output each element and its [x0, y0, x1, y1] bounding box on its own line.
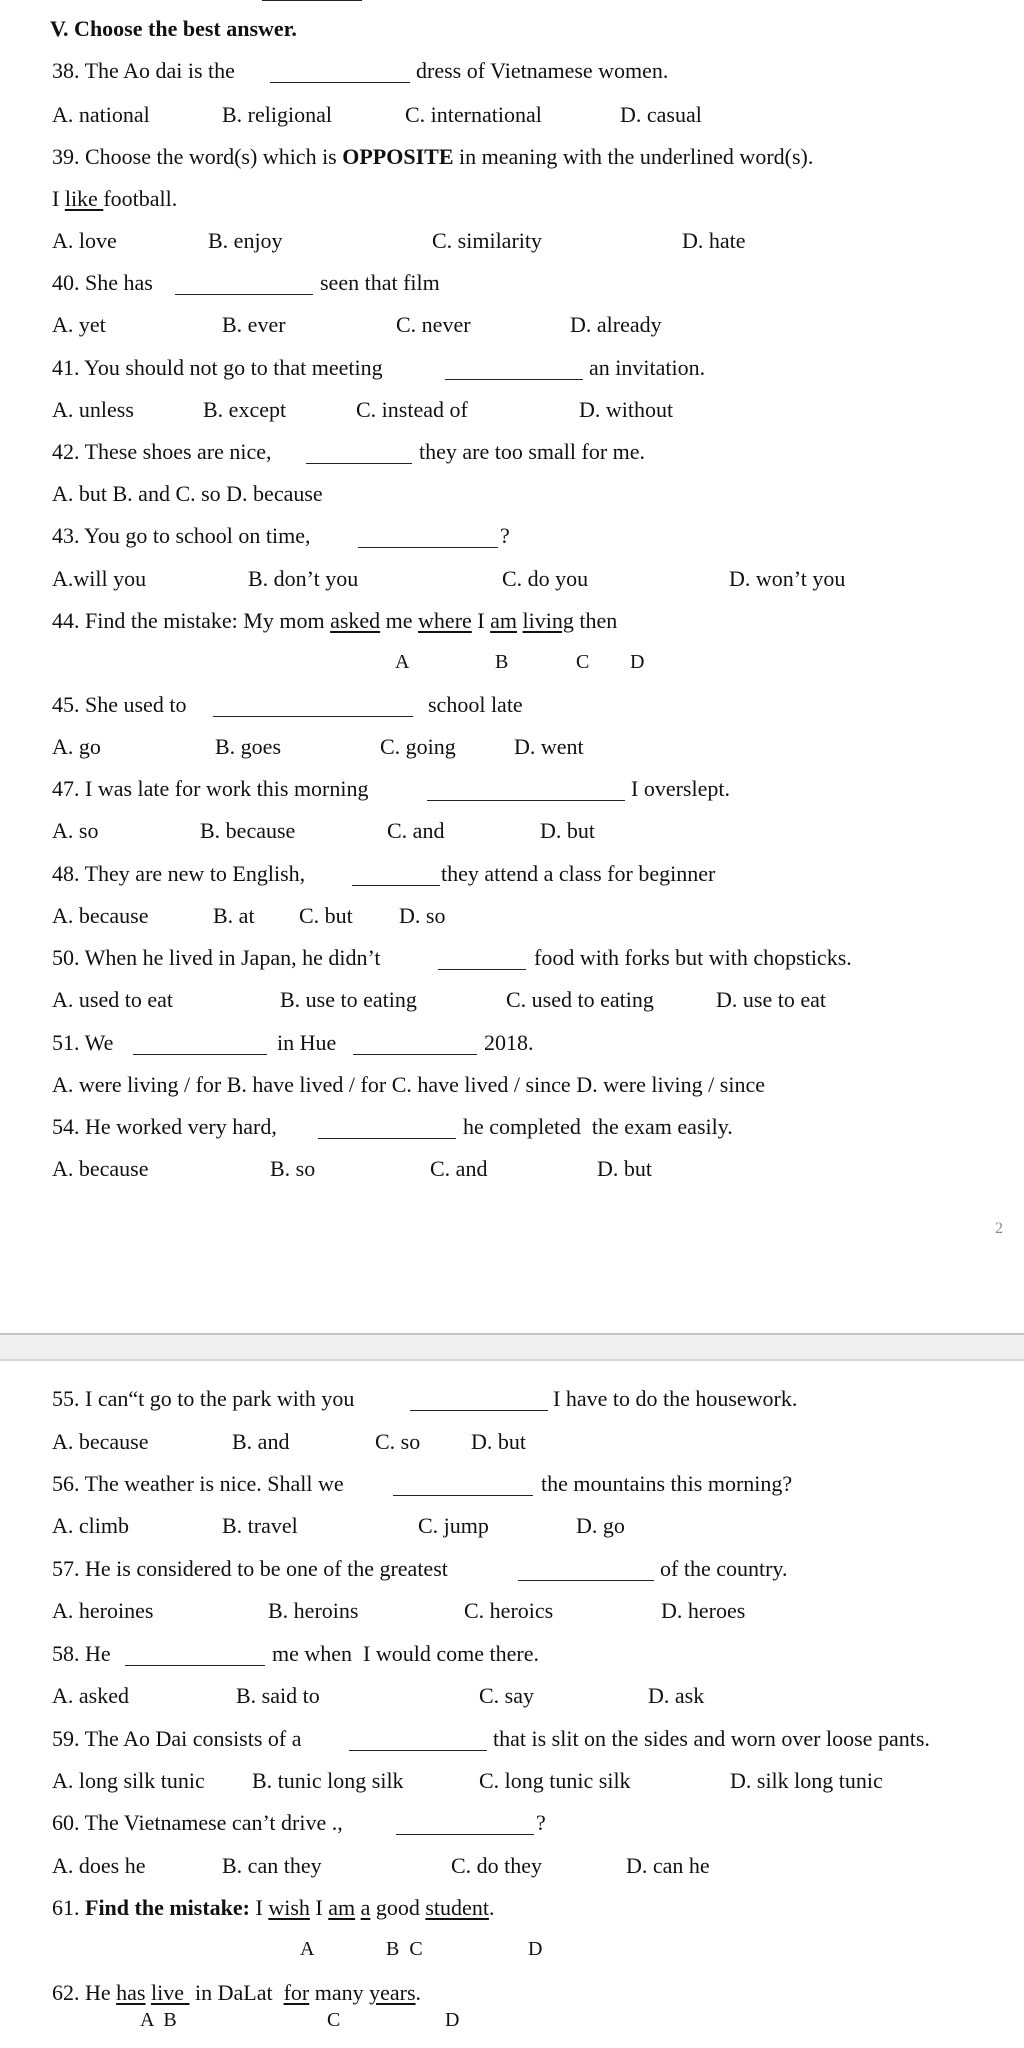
q62-s2: in DaLat — [189, 1980, 284, 2005]
q51-options[interactable]: A. were living / for B. have lived / for C. have lived / since D. were living / since — [52, 1072, 765, 1097]
q62-word-c[interactable]: for — [283, 1980, 310, 2005]
q61-s4: good — [370, 1895, 426, 1920]
q41-option-b[interactable]: B. except — [203, 397, 287, 422]
q48-option-c[interactable]: C. but — [299, 903, 353, 928]
page-number: 2 — [995, 1220, 1003, 1237]
q45-option-a[interactable]: A. go — [52, 734, 101, 759]
q62-label-ab: A B — [140, 2009, 177, 2031]
q54-option-b[interactable]: B. so — [270, 1156, 316, 1181]
q45-text-after: school late — [428, 692, 523, 717]
q47-option-c[interactable]: C. and — [387, 818, 445, 843]
q61-word-d[interactable]: student — [425, 1895, 489, 1920]
q51-blank-2[interactable] — [353, 1054, 477, 1055]
q59-option-d[interactable]: D. silk long tunic — [730, 1768, 883, 1793]
q56-option-d[interactable]: D. go — [576, 1513, 625, 1538]
q38-option-a[interactable]: A. national — [52, 102, 150, 127]
q58-text-before: 58. He — [52, 1641, 111, 1666]
q61-end: . — [488, 1895, 495, 1920]
q54-blank[interactable] — [318, 1138, 456, 1139]
q59-option-b[interactable]: B. tunic long silk — [252, 1768, 404, 1793]
q61-instruction: Find the mistake: — [85, 1895, 250, 1920]
q58-option-a[interactable]: A. asked — [52, 1683, 129, 1708]
q62-word-d[interactable]: years — [369, 1980, 416, 2005]
q39-prompt — [52, 144, 813, 170]
q39-keyword: OPPOSITE — [342, 144, 454, 169]
q40-blank[interactable] — [175, 294, 313, 295]
q61-word-b[interactable]: am — [328, 1895, 356, 1920]
q60-option-b[interactable]: B. can they — [222, 1853, 322, 1878]
q48-text-before: 48. They are new to English, — [52, 861, 306, 886]
q50-option-d[interactable]: D. use to eat — [716, 987, 826, 1012]
q44-end: then — [573, 608, 618, 633]
q40-option-b[interactable]: B. ever — [222, 312, 286, 337]
q47-option-d[interactable]: D. but — [540, 818, 595, 843]
q44-word-b[interactable]: where — [418, 608, 472, 633]
q44-mid-1: me — [380, 608, 419, 633]
q45-option-c[interactable]: C. going — [380, 734, 456, 759]
q61-label-a: A — [300, 1938, 315, 1960]
q61-s2: I — [309, 1895, 329, 1920]
q55-text-before: 55. I can“t go to the park with you — [52, 1386, 355, 1411]
q61-word-c[interactable]: a — [360, 1895, 371, 1920]
q38-option-b[interactable]: B. religional — [222, 102, 332, 127]
q41-option-c[interactable]: C. instead of — [356, 397, 468, 422]
q47-text-before: 47. I was late for work this morning — [52, 776, 369, 801]
q50-option-c[interactable]: C. used to eating — [506, 987, 654, 1012]
q54-text-before: 54. He worked very hard, — [52, 1114, 277, 1139]
q42-text-after: they are too small for me. — [419, 439, 646, 464]
q43-option-c[interactable]: C. do you — [502, 566, 589, 591]
q57-blank[interactable] — [518, 1580, 654, 1581]
q51-blank-1[interactable] — [133, 1054, 267, 1055]
q55-option-d[interactable]: D. but — [471, 1429, 526, 1454]
q57-text-before: 57. He is considered to be one of the greatest — [52, 1556, 448, 1581]
q62-word-b[interactable]: live — [150, 1980, 190, 2005]
q59-option-c[interactable]: C. long tunic silk — [479, 1768, 631, 1793]
q51-text-middle: in Hue — [277, 1030, 337, 1055]
q54-option-c[interactable]: C. and — [430, 1156, 488, 1181]
q55-option-b[interactable]: B. and — [232, 1429, 290, 1454]
q44-word-c[interactable]: am — [490, 608, 518, 633]
q44-label-d: D — [630, 651, 645, 673]
q40-option-a[interactable]: A. yet — [52, 312, 106, 337]
q43-blank[interactable] — [358, 547, 498, 548]
q55-blank[interactable] — [410, 1410, 548, 1411]
q56-text-before: 56. The weather is nice. Shall we — [52, 1471, 344, 1496]
q47-option-b[interactable]: B. because — [200, 818, 296, 843]
q48-text-after: they attend a class for beginner — [441, 861, 716, 886]
q47-text-after: I overslept. — [631, 776, 730, 801]
q61-num: 61. — [52, 1895, 85, 1920]
q45-blank[interactable] — [213, 716, 413, 717]
q58-option-c[interactable]: C. say — [479, 1683, 534, 1708]
q50-text-after: food with forks but with chopsticks. — [534, 945, 852, 970]
q57-option-c[interactable]: C. heroics — [464, 1598, 554, 1623]
q42-options[interactable]: A. but B. and C. so D. because — [52, 481, 323, 506]
q56-option-c[interactable]: C. jump — [418, 1513, 489, 1538]
q57-option-a[interactable]: A. heroines — [52, 1598, 154, 1623]
q38-text-before: 38. The Ao dai is the — [52, 58, 235, 83]
q43-option-b[interactable]: B. don’t you — [248, 566, 359, 591]
q50-blank[interactable] — [438, 969, 526, 970]
q41-text-before: 41. You should not go to that meeting — [52, 355, 383, 380]
q58-option-d[interactable]: D. ask — [648, 1683, 705, 1708]
q38-option-d[interactable]: D. casual — [620, 102, 702, 127]
q39-option-b[interactable]: B. enjoy — [208, 228, 283, 253]
q44-mid-2: I — [471, 608, 491, 633]
q48-option-d[interactable]: D. so — [399, 903, 446, 928]
q59-text-before: 59. The Ao Dai consists of a — [52, 1726, 302, 1751]
q45-option-d[interactable]: D. went — [514, 734, 584, 759]
q50-text-before: 50. When he lived in Japan, he didn’t — [52, 945, 381, 970]
q57-option-b[interactable]: B. heroins — [268, 1598, 359, 1623]
q38-option-c[interactable]: C. international — [405, 102, 542, 127]
q50-option-b[interactable]: B. use to eating — [280, 987, 417, 1012]
q54-option-d[interactable]: D. but — [597, 1156, 652, 1181]
q62-s3: many — [309, 1980, 370, 2005]
q39-sentence — [52, 186, 177, 212]
q60-blank[interactable] — [396, 1834, 534, 1835]
q60-text-after: ? — [536, 1810, 546, 1835]
q62-sentence — [52, 1980, 421, 2006]
q39-sentence-after: football. — [103, 186, 178, 211]
q43-option-d[interactable]: D. won’t you — [729, 566, 846, 591]
q58-option-b[interactable]: B. said to — [236, 1683, 320, 1708]
q47-blank[interactable] — [427, 800, 625, 801]
q48-option-a[interactable]: A. because — [52, 903, 149, 928]
q44-label-a: A — [395, 651, 410, 673]
q41-option-a[interactable]: A. unless — [52, 397, 134, 422]
q62-label-d: D — [445, 2009, 460, 2031]
q60-option-a[interactable]: A. does he — [52, 1853, 146, 1878]
q62-start: 62. He — [52, 1980, 117, 2005]
q40-text-after: seen that film — [320, 270, 440, 295]
q45-text-before: 45. She used to — [52, 692, 187, 717]
q44-label-c: C — [576, 651, 590, 673]
q42-blank[interactable] — [306, 463, 412, 464]
q43-text-after: ? — [500, 523, 510, 548]
q39-prefix: 39. Choose the word(s) which is — [52, 144, 343, 169]
section-title: V. Choose the best answer. — [50, 16, 297, 41]
q40-option-c[interactable]: C. never — [396, 312, 471, 337]
q51-text-after: 2018. — [484, 1030, 534, 1055]
q41-blank[interactable] — [445, 379, 583, 380]
q62-word-a[interactable]: has — [116, 1980, 146, 2005]
q55-text-after: I have to do the housework. — [553, 1386, 798, 1411]
q54-option-a[interactable]: A. because — [52, 1156, 149, 1181]
q39-underlined-word: like — [64, 186, 104, 211]
q47-option-a[interactable]: A. so — [52, 818, 99, 843]
q61-s1: I — [250, 1895, 269, 1920]
q48-option-b[interactable]: B. at — [213, 903, 255, 928]
q48-blank[interactable] — [352, 885, 440, 886]
q60-option-c[interactable]: C. do they — [451, 1853, 543, 1878]
q60-text-before: 60. The Vietnamese can’t drive ., — [52, 1810, 343, 1835]
q51-text-before: 51. We — [52, 1030, 114, 1055]
q50-option-a[interactable]: A. used to eat — [52, 987, 173, 1012]
q40-text-before: 40. She has — [52, 270, 153, 295]
q45-option-b[interactable]: B. goes — [215, 734, 281, 759]
q59-blank[interactable] — [349, 1750, 487, 1751]
q58-blank[interactable] — [125, 1665, 265, 1666]
q61-sentence — [52, 1895, 494, 1921]
q39-option-a[interactable]: A. love — [52, 228, 117, 253]
q44-word-a[interactable]: asked — [330, 608, 381, 633]
q60-option-d[interactable]: D. can he — [626, 1853, 710, 1878]
q42-text-before: 42. These shoes are nice, — [52, 439, 272, 464]
top-cutoff-line — [262, 0, 362, 1]
q54-text-after: he completed the exam easily. — [463, 1114, 733, 1139]
q58-text-after: me when I would come there. — [272, 1641, 539, 1666]
q61-label-bc: B C — [386, 1938, 423, 1960]
q40-option-d[interactable]: D. already — [570, 312, 662, 337]
q44-sentence — [52, 608, 617, 634]
q61-label-d: D — [528, 1938, 543, 1960]
q56-blank[interactable] — [393, 1495, 533, 1496]
q59-option-a[interactable]: A. long silk tunic — [52, 1768, 205, 1793]
q55-option-a[interactable]: A. because — [52, 1429, 149, 1454]
q39-sentence-before: I — [52, 186, 65, 211]
q38-text-after: dress of Vietnamese women. — [416, 58, 669, 83]
q41-text-after: an invitation. — [589, 355, 706, 380]
q44-label-b: B — [495, 651, 509, 673]
q55-option-c[interactable]: C. so — [375, 1429, 421, 1454]
q56-option-b[interactable]: B. travel — [222, 1513, 298, 1538]
q44-word-d[interactable]: living — [522, 608, 574, 633]
q59-text-after: that is slit on the sides and worn over loose pants. — [493, 1726, 930, 1751]
q39-option-c[interactable]: C. similarity — [432, 228, 542, 253]
q57-text-after: of the country. — [660, 1556, 788, 1581]
q43-text-before: 43. You go to school on time, — [52, 523, 311, 548]
q62-label-c: C — [327, 2009, 341, 2031]
q61-word-a[interactable]: wish — [268, 1895, 310, 1920]
q39-option-d[interactable]: D. hate — [682, 228, 746, 253]
page-break-divider — [0, 1333, 1024, 1361]
q56-option-a[interactable]: A. climb — [52, 1513, 129, 1538]
q39-suffix: in meaning with the underlined word(s). — [453, 144, 814, 169]
q43-option-a[interactable]: A.will you — [52, 566, 147, 591]
q56-text-after: the mountains this morning? — [541, 1471, 793, 1496]
q44-start: 44. Find the mistake: My mom — [52, 608, 331, 633]
q62-end: . — [415, 1980, 422, 2005]
q41-option-d[interactable]: D. without — [579, 397, 674, 422]
q38-blank[interactable] — [270, 82, 410, 83]
q57-option-d[interactable]: D. heroes — [661, 1598, 746, 1623]
